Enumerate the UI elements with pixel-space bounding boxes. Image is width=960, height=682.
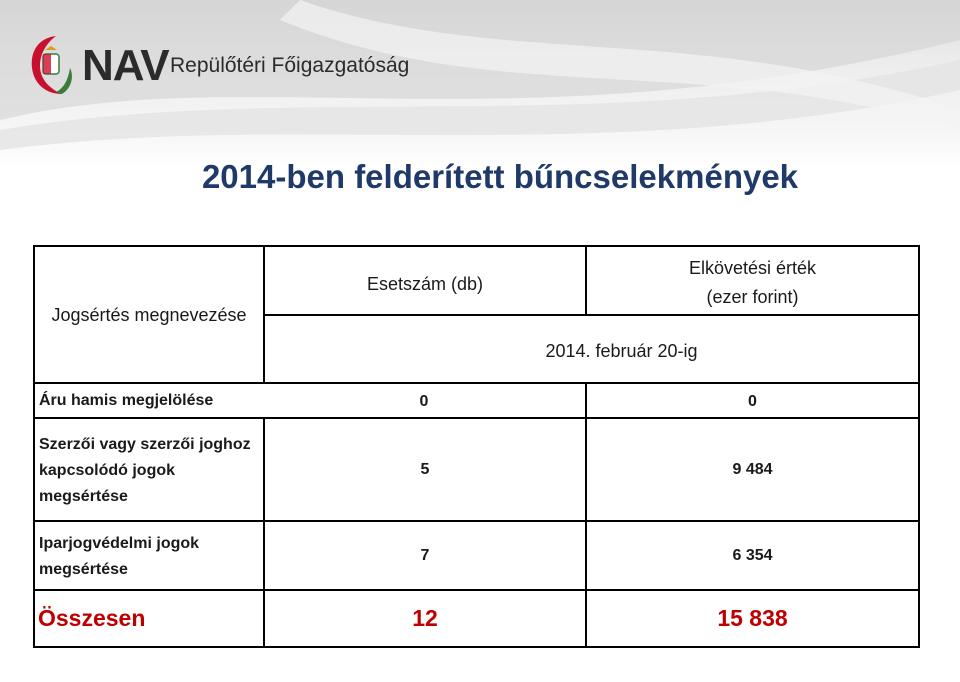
table-border-top — [33, 245, 920, 247]
table-border-right — [918, 245, 920, 648]
table-border-bottom — [33, 646, 920, 648]
total-cases: 12 — [412, 605, 438, 631]
header-violation-name: Jogsértés megnevezése — [51, 305, 247, 325]
header-divider — [263, 314, 920, 316]
table-row-label-line1: Iparjogvédelmi jogok — [39, 535, 200, 552]
table-row-cases: 5 — [420, 461, 430, 478]
page-title: 2014-ben felderített bűncselekmények — [201, 158, 799, 195]
header-date-note: 2014. február 20-ig — [545, 341, 698, 361]
row-divider — [33, 417, 920, 419]
table-row-label-line2: megsértése — [39, 561, 128, 578]
table-row-value: 6 354 — [732, 547, 773, 564]
header-value-line1: Elkövetési érték — [688, 258, 817, 278]
table-row-cases: 7 — [420, 547, 430, 564]
organization-name: Repülőtéri Főigazgatóság — [170, 54, 410, 77]
table-row-cases: 0 — [419, 393, 429, 410]
total-value: 15 838 — [717, 605, 788, 631]
header-value-line2: (ezer forint) — [706, 287, 799, 307]
table-row-label-line2: kapcsolódó jogok — [39, 462, 176, 479]
table-row-value: 0 — [748, 393, 757, 410]
brand-name: NAV — [82, 41, 169, 90]
table-row-label-line1: Szerzői vagy szerzői joghoz — [39, 436, 251, 453]
header-bottom-border — [33, 382, 920, 384]
row-divider — [33, 520, 920, 522]
header-case-count: Esetszám (db) — [366, 274, 484, 294]
table-row-value: 9 484 — [732, 461, 773, 478]
row-divider — [33, 589, 920, 591]
table-row-label: Áru hamis megjelölése — [39, 392, 214, 409]
nav-logo-icon — [26, 30, 74, 100]
total-label: Összesen — [38, 605, 146, 631]
table-row-label-line3: megsértése — [39, 488, 128, 505]
